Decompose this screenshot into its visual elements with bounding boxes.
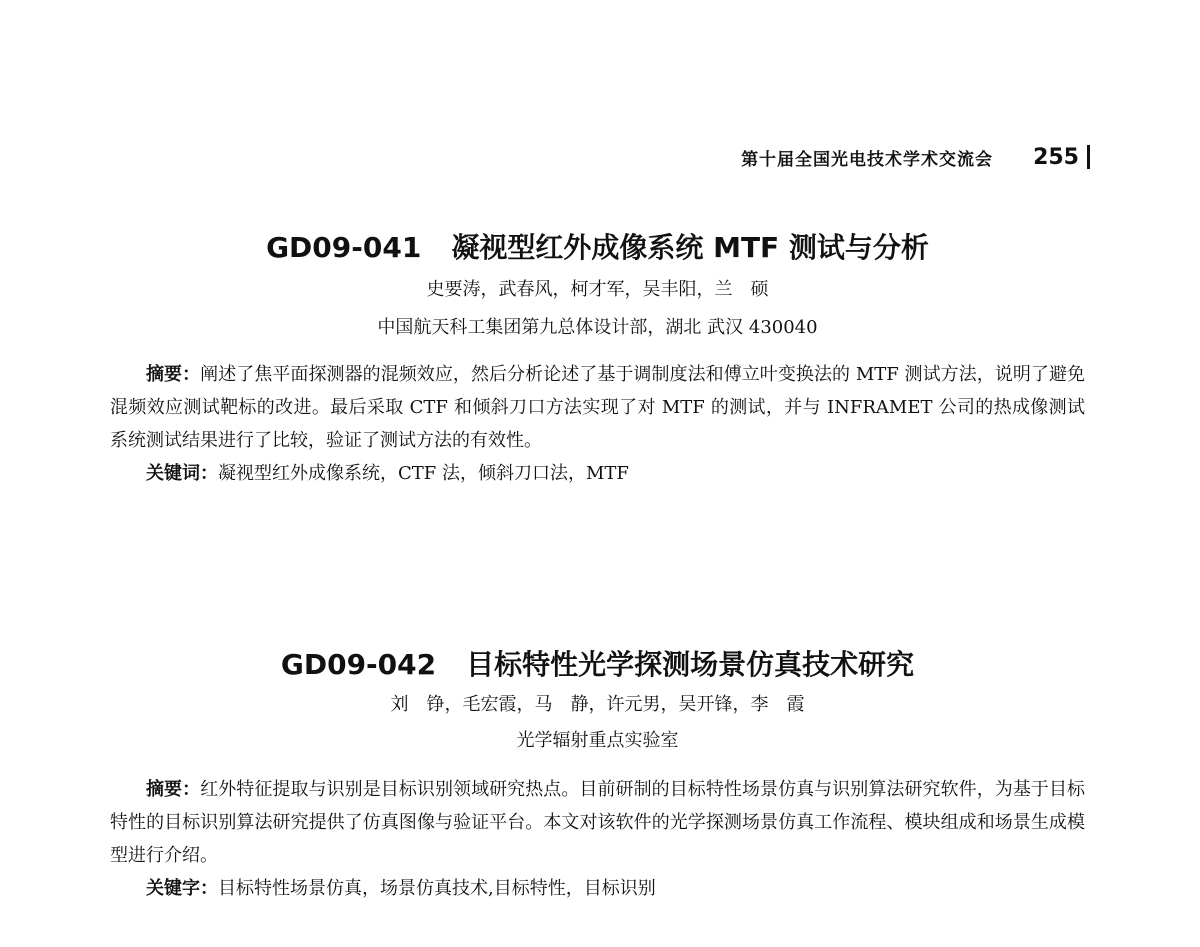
keywords-label: 关键词： (146, 463, 218, 484)
running-header (600, 140, 1090, 174)
paper-code: GD09-042 (280, 648, 437, 681)
paper-affiliation: 中国航天科工集团第九总体设计部，湖北 武汉 430040 (377, 317, 818, 338)
header-rule (1087, 145, 1090, 169)
paper-authors: 刘 铮，毛宏霞，马 静，许元男，吴开锋，李 霞 (390, 694, 805, 715)
page-number: 255 (1033, 144, 1079, 170)
abstract-text: 红外特征提取与识别是目标识别领域研究热点。目前研制的目标特性场景仿真与识别算法研究软件，为基于目标特性的目标识别算法研究提供了仿真图像与验证平台。本文对该软件的光学探测场景仿真工作流程、模块组成和场景生成模型进行介绍。 (110, 779, 1086, 866)
paper-keywords (110, 457, 1085, 490)
paper-abstract (110, 773, 1085, 872)
paper-affiliation: 光学辐射重点实验室 (516, 730, 679, 751)
keywords-text: 凝视型红外成像系统，CTF 法，倾斜刀口法，MTF (218, 463, 629, 484)
paper-title-text: 凝视型红外成像系统 MTF 测试与分析 (451, 231, 929, 264)
paper-entry (110, 228, 1085, 490)
keywords-text: 目标特性场景仿真，场景仿真技术,目标特性，目标识别 (218, 878, 656, 899)
paper-title (110, 645, 1085, 685)
paper-title-text: 目标特性光学探测场景仿真技术研究 (466, 648, 915, 681)
paper-authors: 史要涛，武春风，柯才军，吴丰阳，兰 硕 (426, 279, 769, 300)
abstract-text: 阐述了焦平面探测器的混频效应，然后分析论述了基于调制度法和傅立叶变换法的 MTF 测试方法，说明了避免混频效应测试靶标的改进。最后采取 CTF 和倾斜刀口方法实现了对 MTF 的测试，并与 INFRAMET 公司的热成像测试系统测试结果进行了比较，验证了测试方法的有效性。 (110, 364, 1086, 451)
abstract-label: 摘要： (146, 364, 201, 385)
abstract-label: 摘要： (146, 779, 201, 800)
paper-keywords (110, 872, 1085, 905)
paper-code: GD09-041 (266, 231, 422, 264)
conference-name: 第十届全国光电技术学术交流会 (741, 149, 994, 170)
paper-entry (110, 645, 1085, 905)
keywords-label: 关键字： (146, 878, 218, 899)
paper-title (110, 228, 1085, 268)
paper-abstract (110, 358, 1085, 457)
